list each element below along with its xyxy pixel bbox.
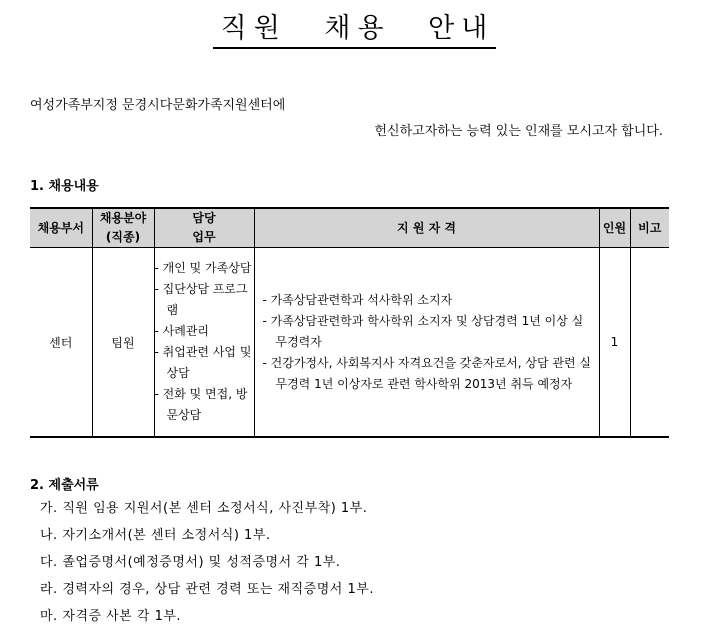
header-field-line2: (직종)	[105, 230, 141, 244]
intro-line-1: 여성가족부지정 문경시다문화가족지원센터에	[30, 98, 286, 113]
header-field	[92, 208, 154, 248]
cell-department: 센터	[30, 248, 92, 438]
duty-item: - 집단상담 프로그램	[155, 279, 254, 321]
document-item: 다. 졸업증명서(예정증명서) 및 성적증명서 각 1부.	[40, 555, 341, 570]
section-2-heading: 2. 제출서류	[30, 478, 99, 493]
section-1-heading: 1. 채용내용	[30, 179, 99, 194]
duty-list	[155, 258, 254, 426]
qualification-item: - 건강가정사, 사회복지사 자격요건을 갖춘자로서, 상담 관련 실무경력 1년 이상자로 관련 학사학위 2013년 취득 예정자	[263, 353, 595, 395]
table-header-row	[30, 208, 669, 248]
duty-item: - 사례관리	[155, 321, 254, 342]
header-remarks: 비고	[630, 208, 669, 248]
qualification-item: - 가족상담관련학과 학사학위 소지자 및 상담경력 1년 이상 실무경력자	[263, 311, 595, 353]
recruitment-table	[30, 207, 669, 438]
cell-duties	[154, 248, 254, 438]
intro-line-2: 헌신하고자하는 능력 있는 인재를 모시고자 합니다.	[374, 124, 663, 139]
document-item: 라. 경력자의 경우, 상담 관련 경력 또는 재직증명서 1부.	[40, 582, 374, 597]
qualification-item: - 가족상담관련학과 석사학위 소지자	[263, 290, 595, 311]
cell-headcount: 1	[599, 248, 630, 438]
header-duty-line2: 업무	[192, 230, 216, 244]
document-title-wrap	[0, 6, 709, 45]
document-item: 나. 자기소개서(본 센터 소정서식) 1부.	[40, 528, 271, 543]
header-qualification: 지 원 자 격	[254, 208, 599, 248]
cell-remarks	[630, 248, 669, 438]
duty-item: - 취업관련 사업 및 상담	[155, 342, 254, 384]
document-title: 직원 채용 안내	[213, 13, 497, 49]
header-department: 채용부서	[30, 208, 92, 248]
table-row	[30, 248, 669, 438]
header-duty	[154, 208, 254, 248]
cell-qualifications	[254, 248, 599, 438]
document-item: 마. 자격증 사본 각 1부.	[40, 609, 182, 624]
header-duty-line1: 담당	[192, 211, 216, 225]
qualification-list	[255, 290, 599, 395]
duty-item: - 전화 및 면접, 방문상담	[155, 384, 254, 426]
required-documents-list	[40, 500, 374, 635]
cell-field: 팀원	[92, 248, 154, 438]
header-headcount: 인원	[599, 208, 630, 248]
document-item: 가. 직원 임용 지원서(본 센터 소정서식, 사진부착) 1부.	[40, 501, 368, 516]
duty-item: - 개인 및 가족상담	[155, 258, 254, 279]
header-field-line1: 채용분야	[99, 211, 147, 225]
